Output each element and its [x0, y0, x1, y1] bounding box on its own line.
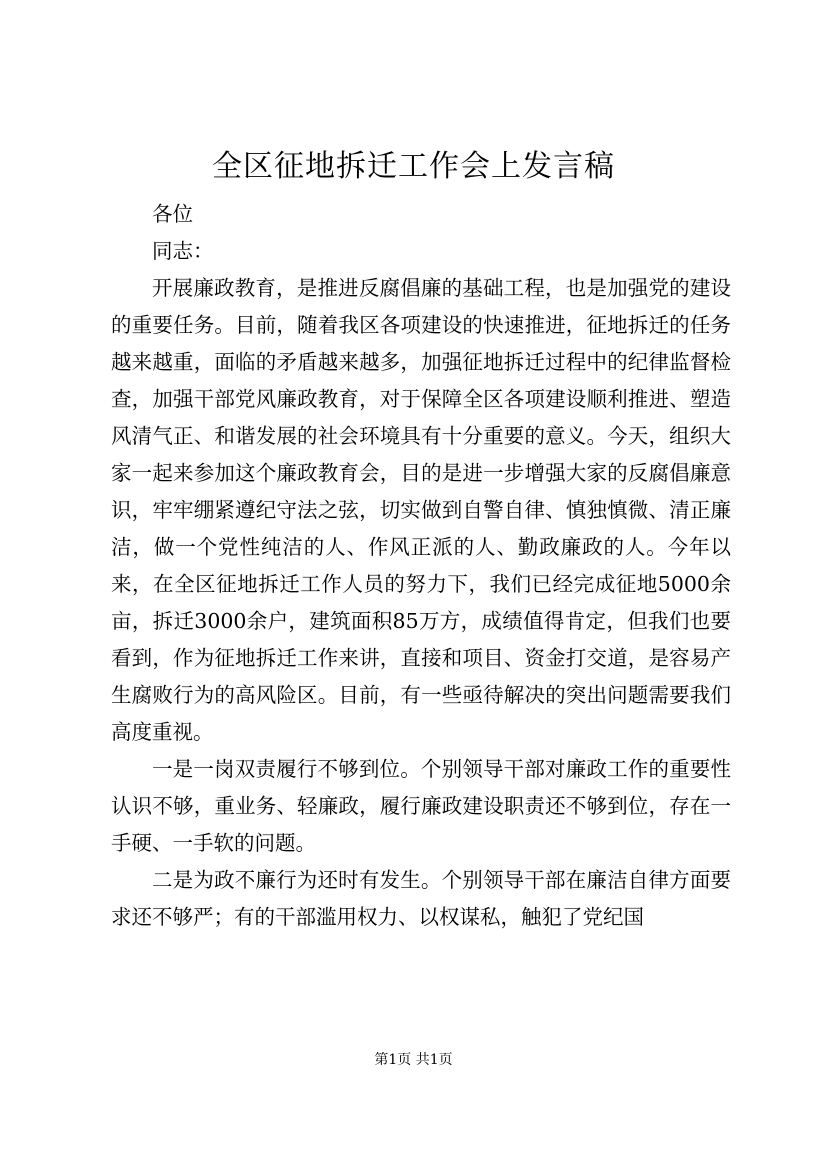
- paragraph-2: 一是一岗双责履行不够到位。个别领导干部对廉政工作的重要性认识不够，重业务、轻廉政，履行廉政建设职责还不够到位，存在一手硬、一手软的问题。: [111, 757, 731, 855]
- document-title: 全区征地拆迁工作会上发言稿: [212, 149, 615, 184]
- salutation-line-2: 同志：: [152, 239, 214, 263]
- paragraph-3: 二是为政不廉行为还时有发生。个别领导干部在廉洁自律方面要求还不够严；有的干部滥用权力、以权谋私，触犯了党纪国: [111, 868, 731, 929]
- paragraph-1: 开展廉政教育，是推进反腐倡廉的基础工程，也是加强党的建设的重要任务。目前，随着我区各项建设的快速推进，征地拆迁的任务越来越重，面临的矛盾越来越多，加强征地拆迁过程中的纪律监督检查，加强干部党风廉政教育，对于保障全区各项建设顺利推进、塑造风清气正、和谐发展的社会环境具有十分重要的意义。今天，组织大家一起来参加这个廉政教育会，目的是进一步增强大家的反腐倡廉意识，牢牢绷紧遵纪守法之弦，切实做到自警自律、慎独慎微、清正廉洁，做一个党性纯洁的人、作风正派的人、勤政廉政的人。今年以来，在全区征地拆迁工作人员的努力下，我们已经完成征地5000余亩，拆迁3000余户，建筑面积85万方，成绩值得肯定，但我们也要看到，作为征地拆迁工作来讲，直接和项目、资金打交道，是容易产生腐败行为的高风险区。目前，有一些亟待解决的突出问题需要我们高度重视。: [111, 276, 731, 744]
- salutation-line-1: 各位: [152, 202, 193, 226]
- document-body: [111, 196, 731, 936]
- page-footer: 第1页 共1页: [374, 1052, 453, 1068]
